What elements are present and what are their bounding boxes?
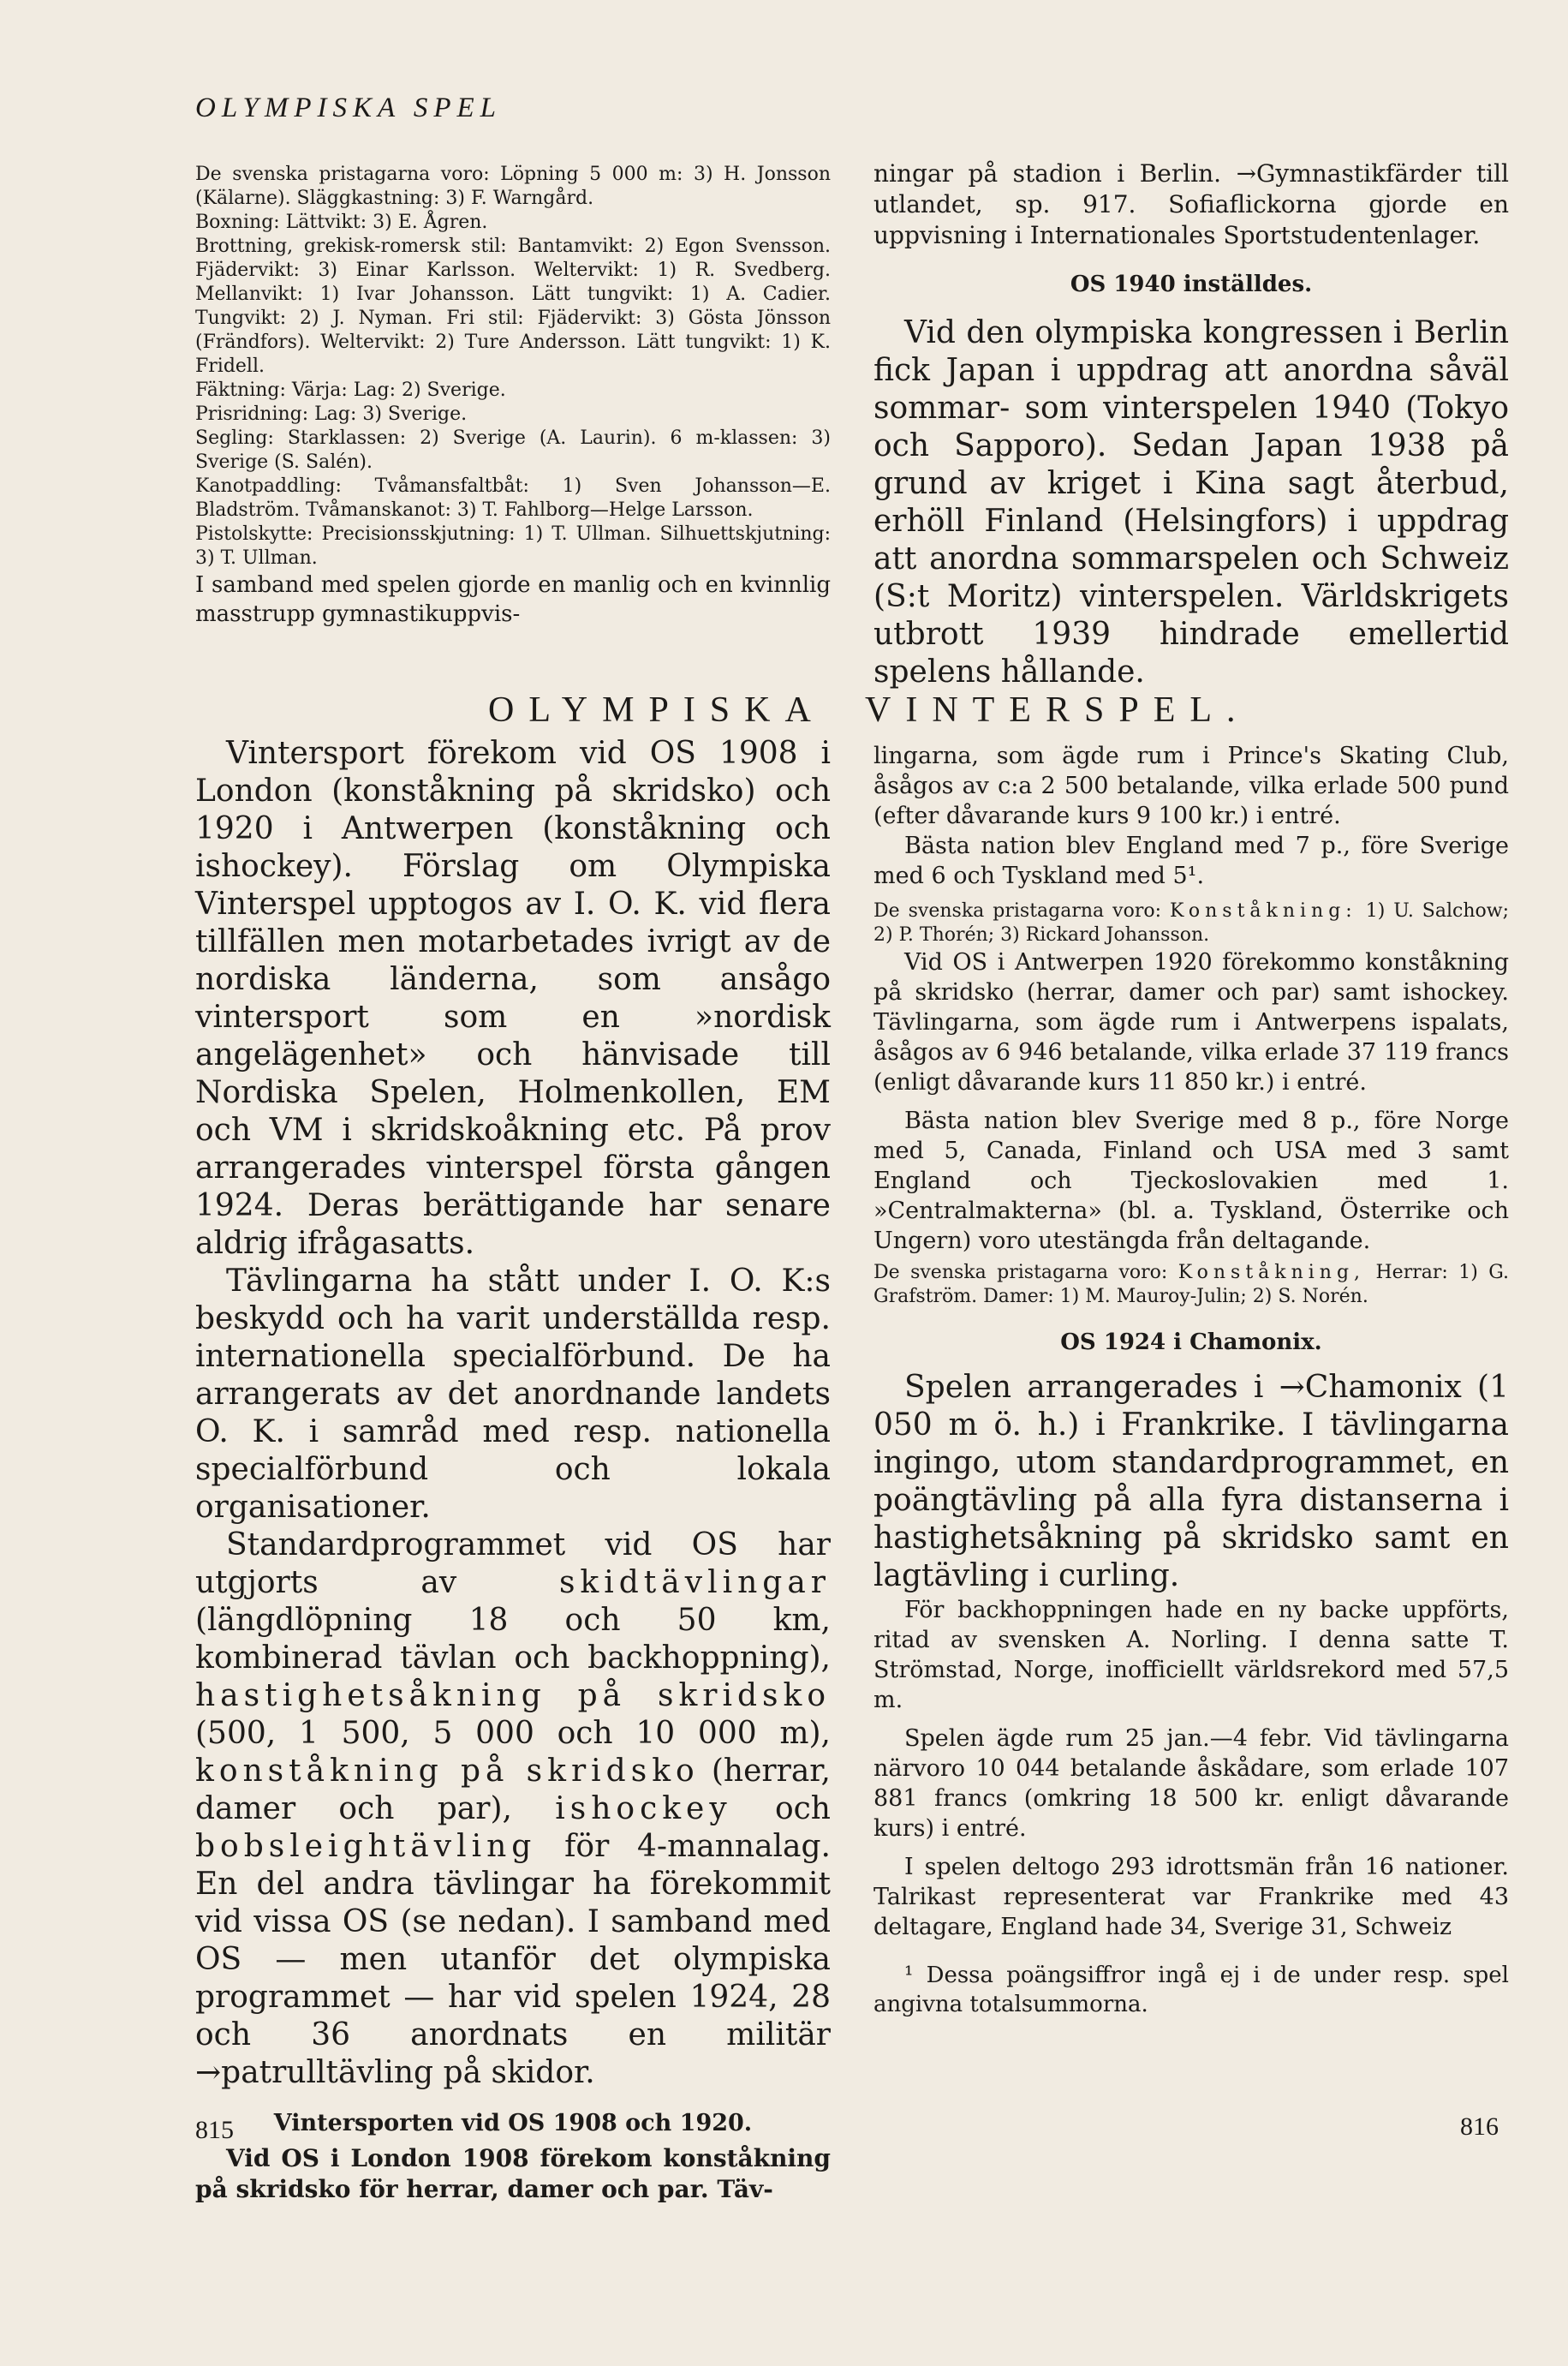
organization-paragraph: Tävlingarna ha stått under I. O. K:s beskydd och ha varit underställda resp. internationella specialförbund. De ha arrangerats av det anordnande landets O. K. i samråd med resp. nationella specialförbund och lokala organisationer. (195, 1264, 831, 1525)
section-heading-1908-1920: Vintersporten vid OS 1908 och 1920. (273, 2110, 753, 2136)
medalists-paragraph: Segling: Starklassen: 2) Sverige (A. Laurin). 6 m-klassen: 3) Sverige (S. Salén). (195, 427, 831, 473)
chamonix-paragraph: Spelen arrangerades i →Chamonix (1 050 m ö. h.) i Frankrike. I tävlingarna ingingo, utom standardprogrammet, en poängtävling på alla fyra distanserna i hastighetsåkning på skridsko samt en lagtävling i curling. (873, 1370, 1509, 1593)
os-1940-paragraph: Vid den olympiska kongressen i Berlin fick Japan i uppdrag att anordna såväl sommar- som vinterspelen 1940 (Tokyo och Sapporo). Sedan Japan 1938 på grund av kriget i Kina sagt återbud, erhöll Finland (Helsingfors) i uppdrag att anordna sommarspelen och Schweiz (S:t Moritz) vinterspelen. Världskrigets utbrott 1939 hindrade emellertid spelens hållande. (873, 315, 1509, 690)
best-nation-1908: Bästa nation blev England med 7 p., före Sverige med 6 och Tyskland med 5¹. (873, 833, 1509, 889)
section-title-left: OLYMPISKA (488, 690, 826, 730)
standard-program-paragraph: Standardprogrammet vid OS har utgjorts av skidtävlingar (längdlöpning 18 och 50 km, kombinerad tävlan och backhoppning), hastighetsåkning på skridsko (500, 1 500, 5 000 och 10 000 m), konståkning på skridsko (herrar, damer och par), ishockey och bobsleightävling för 4-mannalag. En del andra tävlingar ha förekommit vid vissa OS (se nedan). I samband med OS — men utanför det olympiska programmet — har vid spelen 1924, 28 och 36 anordnats en militär →patrulltävling på skidor. (195, 1527, 831, 2090)
medalists-paragraph: Brottning, grekisk-romersk stil: Bantamvikt: 2) Egon Svensson. Fjädervikt: 3) Einar Karlsson. Weltervikt: 1) R. Svedberg. Mellanvikt: 1) Ivar Johansson. Lätt tungvikt: 1) A. Cadier. Tungvikt: 2) J. Nyman. Fri stil: Fjädervikt: 3) Gösta Jönsson (Frändfors). Weltervikt: 2) Ture Andersson. Lätt tungvikt: 1) K. Fridell. (195, 236, 831, 377)
top-left-column (195, 163, 831, 629)
section-heading-chamonix: OS 1924 i Chamonix. (1060, 1329, 1322, 1355)
medalists-paragraph: Fäktning: Värja: Lag: 2) Sverige. (195, 379, 506, 401)
medalists-paragraph: Kanotpaddling: Tvåmansfaltbåt: 1) Sven Johansson—E. Bladström. Tvåmanskanot: 3) T. Fahlborg—Helge Larsson. (195, 475, 831, 521)
top-right-column (873, 158, 1509, 691)
medalists-paragraph: Prisridning: Lag: 3) Sverige. (195, 403, 468, 425)
page-number-left: 815 (195, 2116, 234, 2144)
london-1908-paragraph: Vid OS i London 1908 förekom konståkning på skridsko för herrar, damer och par. Täv- (195, 2144, 831, 2203)
running-title: OLYMPISKA SPEL (195, 93, 503, 123)
participants-paragraph: I spelen deltogo 293 idrottsmän från 16 nationer. Talrikast representerat var Frankrike med 43 deltagare, England hade 34, Sverige 31, Schweiz (873, 1854, 1509, 1940)
ski-jump-paragraph: För backhoppningen hade en ny backe uppförts, ritad av svensken A. Norling. I denna satte T. Strömstad, Norge, inofficiellt världsrekord med 57,5 m. (873, 1597, 1509, 1713)
medalists-paragraph: De svenska pristagarna voro: Löpning 5 000 m: 3) H. Jonsson (Kälarne). Släggkastning: 3) F. Warngård. (195, 164, 831, 209)
continuation-paragraph: ningar på stadion i Berlin. →Gymnastikfärder till utlandet, sp. 917. Sofiaflickorna gjorde en uppvisning i Internationales Sportstudentenlager. (873, 159, 1509, 249)
medalists-1920: De svenska pristagarna voro: Konståkning, Herrar: 1) G. Grafström. Damer: 1) M. Mauroy-Julin; 2) S. Norén. (873, 1262, 1510, 1307)
section-title-right: VINTERSPEL. (865, 690, 1250, 730)
right-column (873, 741, 1509, 2019)
section-heading-os-1940: OS 1940 inställdes. (1070, 272, 1313, 297)
dates-paragraph: Spelen ägde rum 25 jan.—4 febr. Vid tävlingarna närvoro 10 044 betalande åskådare, som erlade 107 881 francs (omkring 18 500 kr. enligt dåvarande kurs) i entré. (873, 1725, 1509, 1842)
intro-paragraph: Vintersport förekom vid OS 1908 i London (konståkning på skridsko) och 1920 i Antwerpen (konståkning och ishockey). Förslag om Olympiska Vinterspel upptogos av I. O. K. vid flera tillfällen men motarbetades ivrigt av de nordiska länderna, som ansågo vintersport som en »nordisk angelägenhet» och hänvisade till Nordiska Spelen, Holmenkollen, EM och VM i skridskoåkning etc. På prov arrangerades vinterspel första gången 1924. Deras berättigande har senare aldrig ifrågasatts. (195, 736, 831, 1261)
medalists-paragraph: Pistolskytte: Precisionsskjutning: 1) T. Ullman. Silhuettskjutning: 3) T. Ullman. (195, 523, 831, 569)
antwerp-1920-paragraph: Vid OS i Antwerpen 1920 förekommo konståkning på skridsko (herrar, damer och par) samt ishockey. Tävlingarna, som ägde rum i Antwerpens ispalats, åsågos av 6 946 betalande, vilka erlade 37 119 francs (enligt dåvarande kurs 11 850 kr.) i entré. (873, 949, 1509, 1096)
footnote: ¹ Dessa poängsiffror ingå ej i de under resp. spel angivna totalsummorna. (873, 1963, 1509, 2017)
medalists-paragraph: Boxning: Lättvikt: 3) E. Ågren. (195, 212, 488, 233)
left-column (195, 735, 831, 2205)
best-nation-1920: Bästa nation blev Sverige med 8 p., före Norge med 5, Canada, Finland och USA med 3 samt England och Tjeckoslovakien med 1. »Centralmakterna» (bl. a. Tyskland, Österrike och Ungern) voro utestängda från deltagande. (873, 1108, 1509, 1254)
medalists-1908: De svenska pristagarna voro: Konståkning: 1) U. Salchow; 2) P. Thorén; 3) Rickard Johansson. (873, 900, 1510, 946)
gymnastics-paragraph: I samband med spelen gjorde en manlig och en kvinnlig masstrupp gymnastikuppvis- (195, 572, 831, 627)
page-number-right: 816 (1460, 2112, 1499, 2141)
london-continuation: lingarna, som ägde rum i Prince's Skating Club, åsågos av c:a 2 500 betalande, vilka erlade 500 pund (efter dåvarande kurs 9 100 kr.) i entré. (873, 743, 1509, 829)
